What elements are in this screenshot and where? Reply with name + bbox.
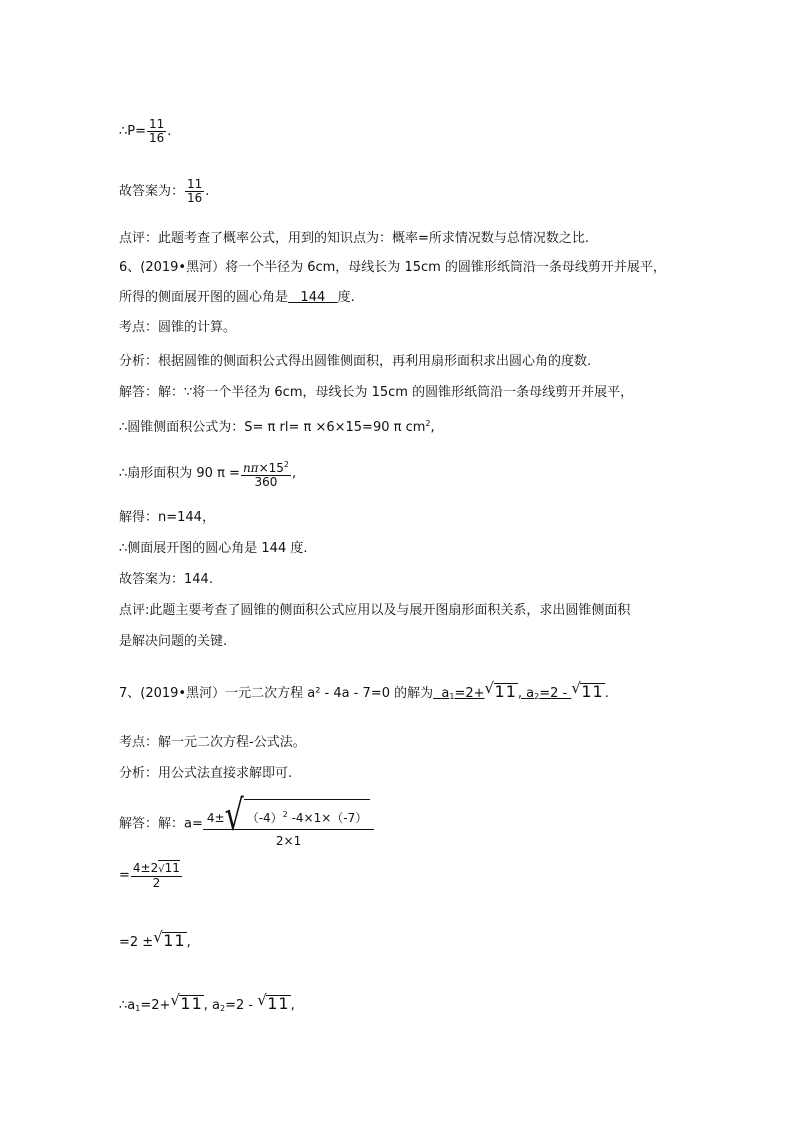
text: = <box>119 868 130 883</box>
radical <box>257 991 290 1015</box>
subscript: 2 <box>220 1004 226 1013</box>
text: , a <box>203 998 220 1013</box>
key-point-line-2: 考点：解一元二次方程-公式法。 <box>119 735 306 750</box>
problem-6-line-2 <box>119 289 355 307</box>
radical-sign: √ <box>224 791 244 841</box>
text: （-4） <box>246 811 283 825</box>
text: a <box>441 686 450 701</box>
superscript: 2 <box>425 419 431 428</box>
subscript: 1 <box>449 692 455 701</box>
text: 故答案为： <box>119 184 185 199</box>
denominator: 16 <box>187 191 203 205</box>
fraction <box>131 862 182 890</box>
radicand: 11 <box>180 994 203 1013</box>
text: =2 - <box>539 686 572 701</box>
comment-line-2a: 点评:此题主要考查了圆锥的侧面积公式应用以及与展开图扇形面积关系，求出圆锥侧面积 <box>119 603 631 618</box>
comment-line: 点评：此题考查了概率公式，用到的知识点为：概率=所求情况数与总情况数之比. <box>119 231 590 246</box>
numerator: 11 <box>187 177 203 191</box>
radicand: 11 <box>164 861 180 875</box>
superscript: 2 <box>283 460 289 469</box>
text: ∴扇形面积为 90 π = <box>119 466 240 481</box>
text: =2+ <box>140 998 171 1013</box>
denominator: 2 <box>131 876 182 890</box>
denominator: 16 <box>149 131 165 145</box>
text: . <box>205 184 210 199</box>
denominator: 360 <box>241 475 291 489</box>
text: , <box>517 686 527 701</box>
subscript: 2 <box>534 692 540 701</box>
radical <box>484 679 518 703</box>
comment-line-2b: 是解决问题的关键. <box>119 634 228 649</box>
subscript: 1 <box>135 1004 141 1013</box>
analysis-line-2: 分析：用公式法直接求解即可. <box>119 766 293 781</box>
text: . <box>604 686 609 701</box>
radical-sign: √ <box>257 991 267 1009</box>
solve-line: 解得：n=144， <box>119 510 215 525</box>
fraction <box>203 791 374 852</box>
text: -4×1×（-7） <box>291 811 368 825</box>
simplify-line <box>119 862 183 890</box>
central-angle-line: ∴侧面展开图的圆心角是 144 度. <box>119 541 308 556</box>
sector-area-line <box>119 458 296 489</box>
answer-value: 144 <box>300 290 326 305</box>
text: , <box>430 420 435 435</box>
problem-7-line <box>119 679 609 706</box>
solution-line: 解答：解：∵将一个半径为 6cm，母线长为 15cm 的圆锥形纸筒沿一条母线剪开并展平， <box>119 385 634 400</box>
text: =2+ <box>454 686 485 701</box>
text: . <box>167 124 172 139</box>
answer-blank <box>433 679 605 701</box>
text: =2 - <box>225 998 258 1013</box>
radicand <box>244 799 371 827</box>
radicand: 11 <box>494 682 517 701</box>
radical-sign: √ <box>153 928 163 946</box>
numerator: 4±2√11 <box>132 861 180 875</box>
result-line <box>119 928 191 952</box>
fraction <box>241 458 291 489</box>
radical <box>170 991 203 1015</box>
text: =2 ± <box>119 935 154 950</box>
radicand: 11 <box>581 682 604 701</box>
denominator: 2×1 <box>203 829 374 852</box>
roots-line <box>119 991 295 1018</box>
radical-sign: √ <box>484 679 495 697</box>
text: 解答：解：a= <box>119 816 203 832</box>
radical <box>571 679 604 703</box>
text: ∴圆锥侧面积公式为：S= π rl= π ×6×15=90 π cm <box>119 420 426 435</box>
text: , <box>290 998 295 1013</box>
quadratic-formula-line <box>119 791 374 852</box>
text: 所得的侧面展开图的圆心角是 <box>119 290 289 305</box>
numerator: 11 <box>149 117 165 131</box>
text: 7、(2019•黑河）一元二次方程 a² - 4a - 7=0 的解为 <box>119 686 434 701</box>
radicand: 11 <box>163 931 186 950</box>
radical-sign: √ <box>170 991 180 1009</box>
radical <box>153 928 186 952</box>
text: 4±2 <box>132 861 159 875</box>
text: ∴a <box>119 998 136 1013</box>
radicand: 11 <box>267 994 290 1013</box>
final-answer-line <box>119 178 209 205</box>
key-point-line: 考点：圆锥的计算。 <box>119 320 237 335</box>
text: , <box>291 466 297 481</box>
numerator <box>241 458 291 475</box>
radical-sign: √ <box>571 679 581 697</box>
problem-6-line-1: 6、(2019•黑河）将一个半径为 6cm，母线长为 15cm 的圆锥形纸筒沿一条母线剪开并展平， <box>119 260 666 275</box>
text: 度. <box>337 290 355 305</box>
answer-probability-line <box>119 118 171 145</box>
final-answer-144-line: 故答案为：144. <box>119 572 213 587</box>
analysis-line: 分析：根据圆锥的侧面积公式得出圆锥侧面积，再利用扇形面积求出圆心角的度数. <box>119 354 592 369</box>
fraction <box>185 178 204 205</box>
text: ×15 <box>258 461 284 475</box>
text: , <box>186 935 191 950</box>
answer-blank <box>288 290 338 305</box>
text: a <box>526 686 535 701</box>
fraction <box>147 118 166 145</box>
text: nπ <box>242 461 259 475</box>
lateral-area-line <box>119 415 435 437</box>
text: 4± <box>206 811 225 825</box>
superscript: 2 <box>282 810 288 819</box>
text: ∴P= <box>119 124 147 139</box>
